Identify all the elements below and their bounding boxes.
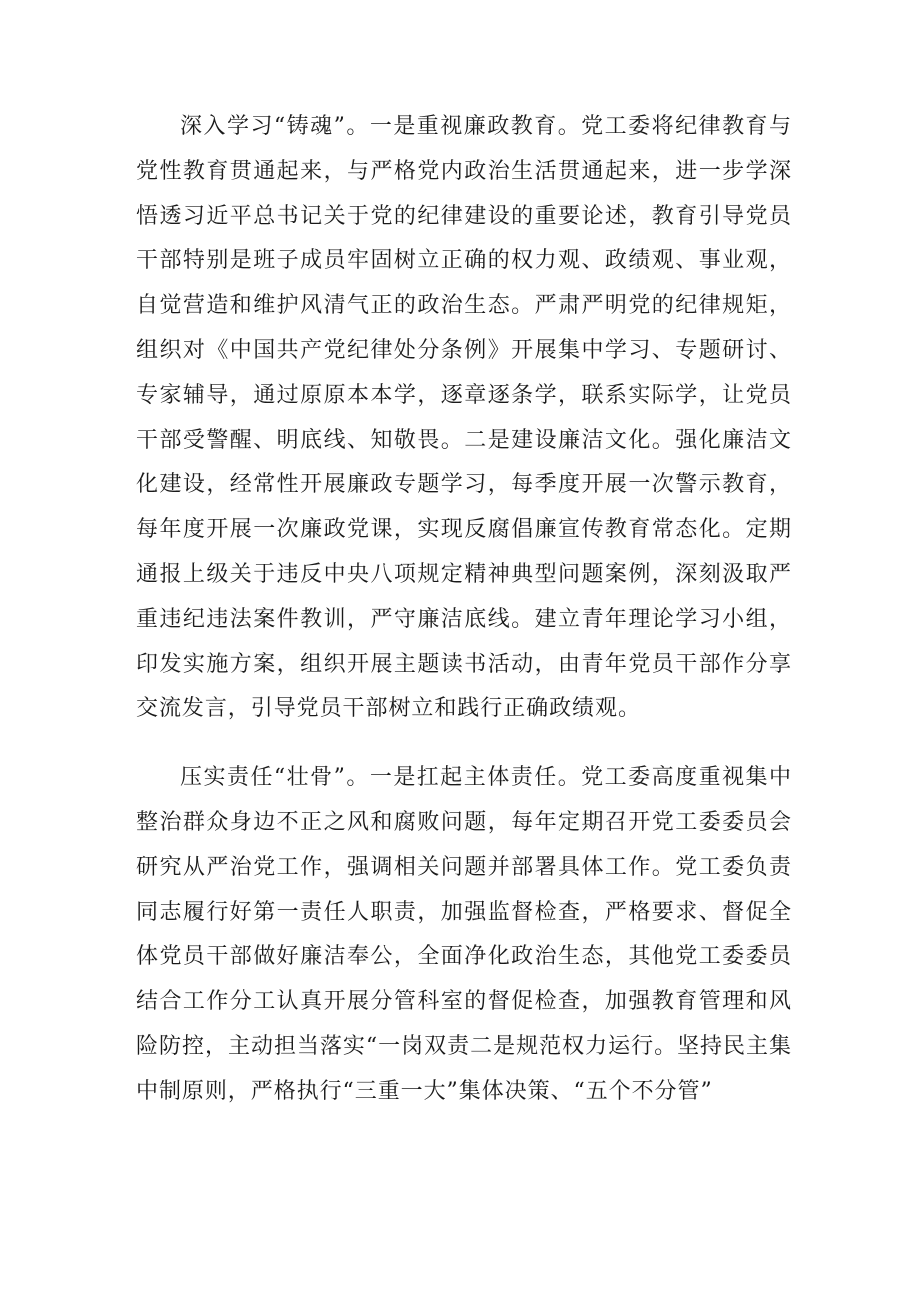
paragraph-responsibility-bones: 压实责任“壮骨”。一是扛起主体责任。党工委高度重视集中整治群众身边不正之风和腐败问题，每年定期召开党工委委员会研究从严治党工作，强调相关问题并部署具体工作。党工委负责同志履行好第一责任人职责，加强监督检查，严格要求、督促全体党员干部做好廉洁奉公，全面净化政治生态，其他党工委委员结合工作分工认真开展分管科室的督促检查，加强教育管理和风险防控，主动担当落实“一岗双责二是规范权力运行。坚持民主集中制原则，严格执行“三重一大”集体决策、“五个不分管” [136,765,792,1104]
paragraph-study-soul: 深入学习“铸魂”。一是重视廉政教育。党工委将纪律教育与党性教育贯通起来，与严格党内政治生活贯通起来，进一步学深悟透习近平总书记关于党的纪律建设的重要论述，教育引导党员干部特别是班子成员牢固树立正确的权力观、政绩观、事业观，自觉营造和维护风清气正的政治生态。严肃严明党的纪律规矩，组织对《中国共产党纪律处分条例》开展集中学习、专题研讨、专家辅导，通过原原本本学，逐章逐条学，联系实际学，让党员干部受警醒、明底线、知敬畏。二是建设廉洁文化。强化廉洁文化建设，经常性开展廉政专题学习，每季度开展一次警示教育，每年度开展一次廉政党课，实现反腐倡廉宣传教育常态化。定期通报上级关于违反中央八项规定精神典型问题案例，深刻汲取严重违纪违法案件教训，严守廉洁底线。建立青年理论学习小组，印发实施方案，组织开展主题读书活动，由青年党员干部作分享交流发言，引导党员干部树立和践行正确政绩观。 [136,114,792,722]
document-body [136,105,792,1115]
